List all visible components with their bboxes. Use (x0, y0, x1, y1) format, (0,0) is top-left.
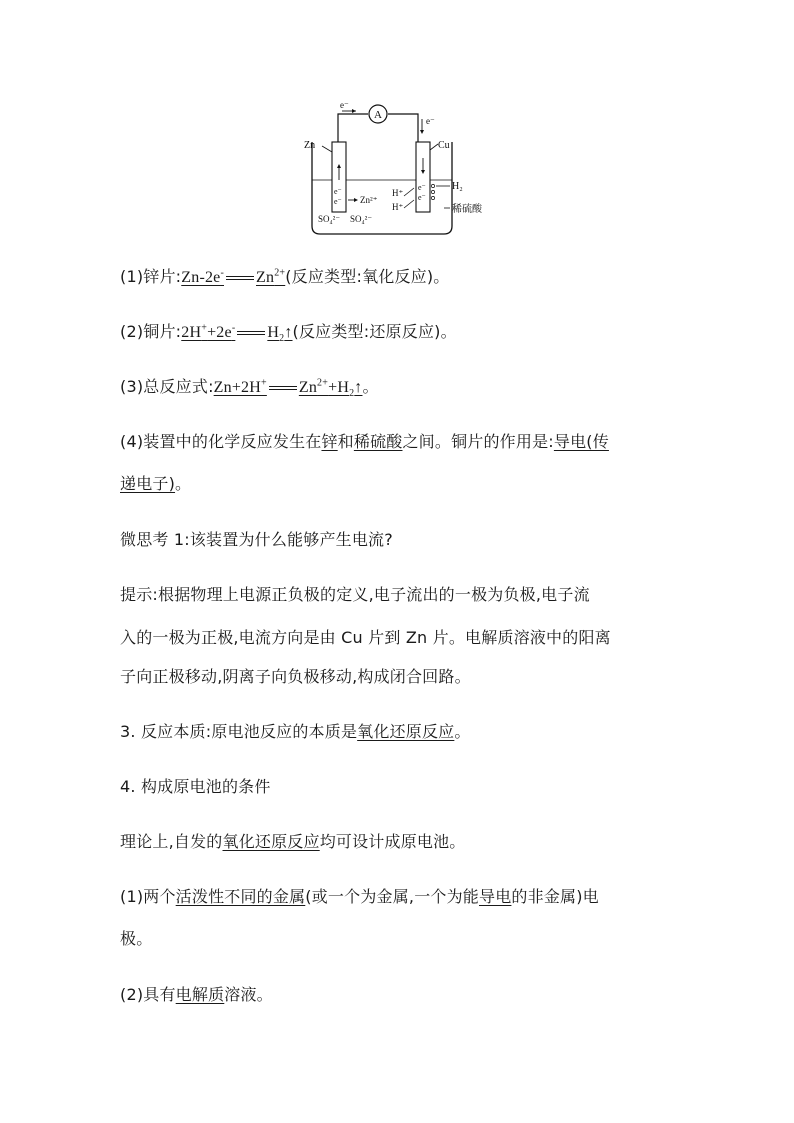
reaction-location-line: (4)装置中的化学反应发生在锌和稀硫酸之间。铜片的作用是:导电(传 (120, 432, 609, 451)
zinc-electron-1: e⁻ (334, 187, 342, 196)
answer-redox-2: 氧化还原反应 (222, 832, 320, 851)
sulfate-ion-2: SO₄²⁻ (350, 214, 373, 224)
bubble-icon (431, 184, 434, 187)
section-heading-conditions: 4. 构成原电池的条件 (120, 777, 271, 796)
ammeter-label: A (374, 109, 382, 121)
answer-zinc: 锌 (321, 432, 338, 451)
total-equation: Zn+2H+ $Zn^{2+}+H_2↑$ (213, 377, 363, 400)
hint-line-3: 子向正极移动,阴离子向负极移动,构成闭合回路。 (120, 667, 471, 686)
galvanic-cell-figure (296, 96, 496, 242)
zinc-ion-label: Zn²⁺ (360, 195, 378, 205)
answer-redox: 氧化还原反应 (357, 722, 455, 741)
condition-1-cont: 极。 (120, 929, 153, 948)
copper-label: Cu (438, 140, 450, 151)
think-question: 微思考 1:该装置为什么能够产生电流? (120, 530, 393, 549)
hydrogen-ion-2: H⁺ (392, 202, 404, 212)
copper-equation: 2H++2e- $H_2↑$ (181, 322, 293, 345)
hydrogen-gas-label: H₂ (452, 181, 463, 192)
copper-electron-2: e⁻ (418, 193, 426, 202)
answer-different-metals: 活泼性不同的金属 (175, 887, 306, 906)
theory-line: 理论上,自发的氧化还原反应均可设计成原电池。 (120, 832, 466, 851)
hint-line-1: 提示:根据物理上电源正负极的定义,电子流出的一极为负极,电子流 (120, 585, 590, 604)
sulfate-ion-1: SO₄²⁻ (318, 214, 341, 224)
answer-conductive: 导电 (479, 887, 512, 906)
reaction-essence: 3. 反应本质:原电池反应的本质是氧化还原反应。 (120, 722, 471, 741)
zinc-equation: Zn-2e- $Zn^{2+}$ (181, 267, 286, 286)
condition-1: (1)两个活泼性不同的金属(或一个为金属,一个为能导电的非金属)电 (120, 887, 599, 906)
acid-label: 稀硫酸 (452, 204, 482, 215)
answer-acid: 稀硫酸 (353, 432, 403, 451)
hint-line-2: 入的一极为正极,电流方向是由 Cu 片到 Zn 片。电解质溶液中的阳离 (120, 628, 611, 647)
copper-electron-1: e⁻ (418, 183, 426, 192)
electron-label-right: e⁻ (426, 116, 435, 126)
electron-label-left: e⁻ (340, 100, 349, 110)
answer-copper-role-cont: 递电子) (120, 474, 176, 493)
zinc-label: Zn (304, 140, 316, 151)
zinc-electron-2: e⁻ (334, 197, 342, 206)
condition-2: (2)具有电解质溶液。 (120, 985, 273, 1004)
answer-copper-role: 导电(传 (553, 432, 609, 451)
reaction-location-line-cont: 递电子)。 (120, 474, 192, 493)
answer-electrolyte: 电解质 (175, 985, 225, 1004)
copper-half-reaction: (2)铜片:2H++2e- $H_2↑$(反应类型:还原反应)。 (120, 322, 457, 345)
hydrogen-ion-1: H⁺ (392, 188, 404, 198)
zinc-half-reaction: (1)锌片:Zn-2e- $Zn^{2+}$(反应类型:氧化反应)。 (120, 267, 450, 286)
total-reaction: (3)总反应式:Zn+2H+ $Zn^{2+}+H_2↑$。 (120, 377, 379, 400)
